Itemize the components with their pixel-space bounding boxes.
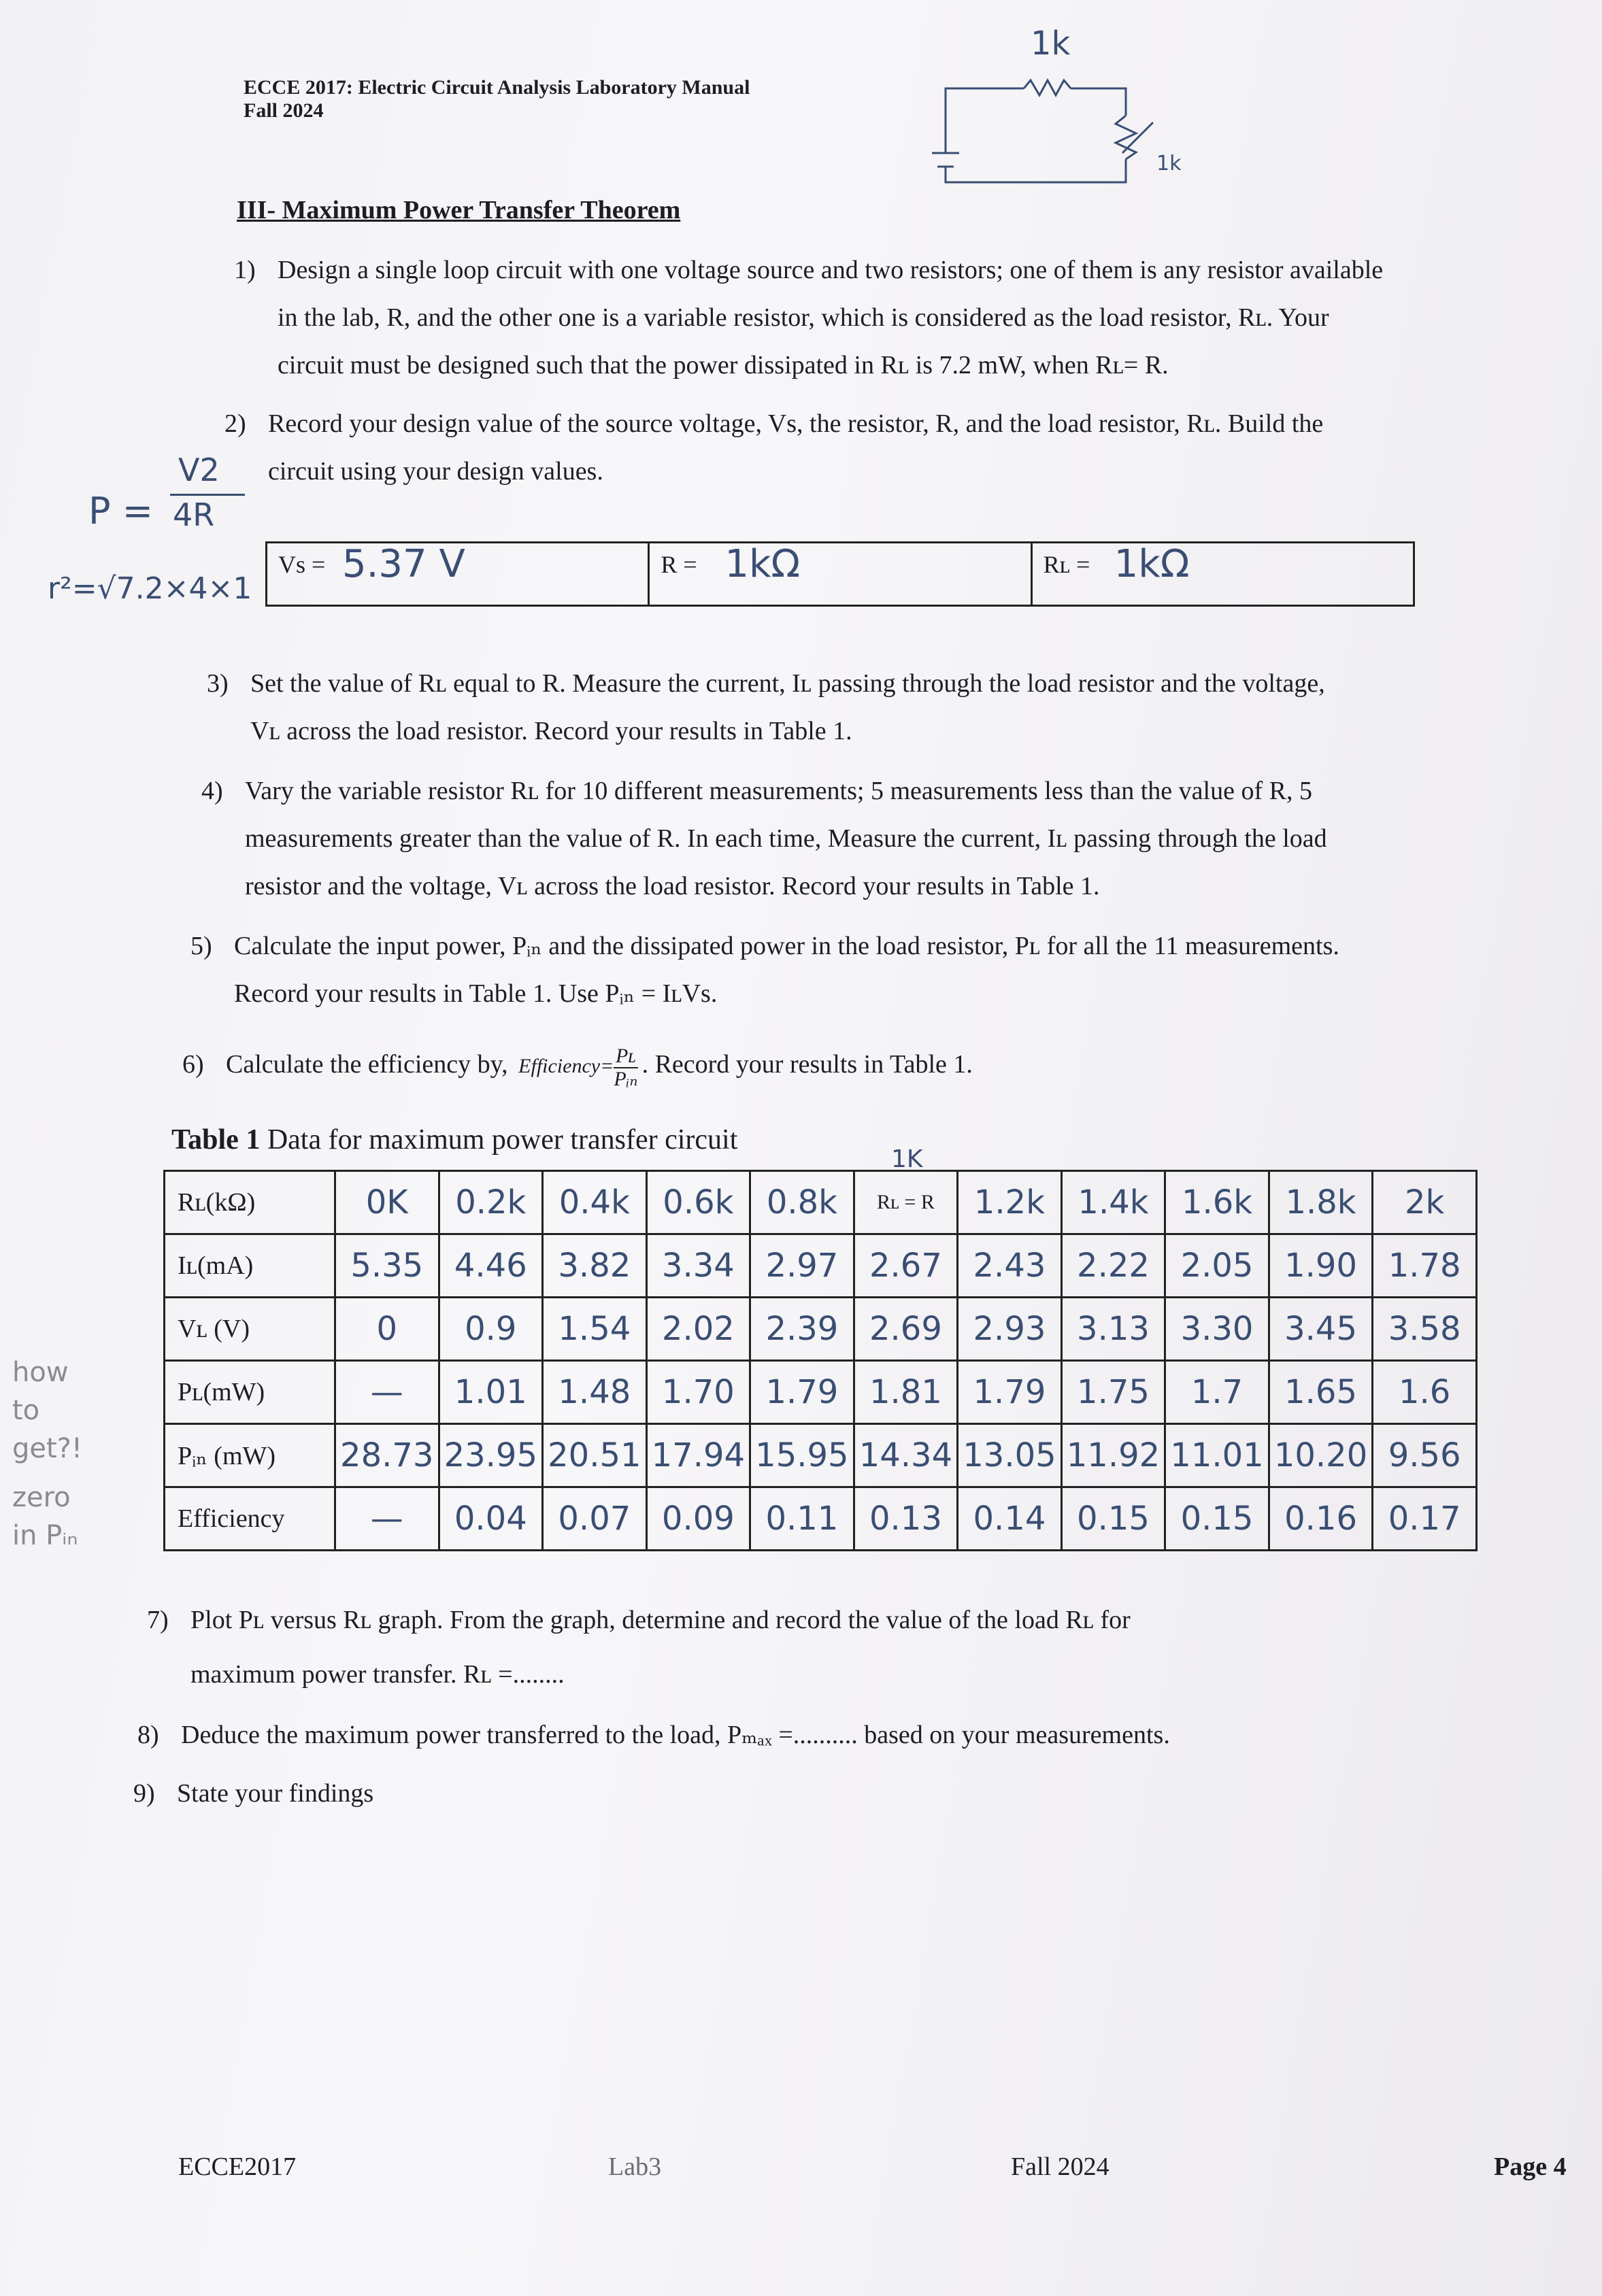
table-cell: 14.34 [854, 1424, 958, 1487]
table-cell: 1.4k [1061, 1171, 1165, 1234]
table-cell: 1.78 [1373, 1234, 1477, 1298]
header-term: Fall 2024 [244, 99, 324, 122]
table-cell: 1.6k [1165, 1171, 1269, 1234]
table-cell: 2.39 [750, 1298, 854, 1361]
table-cell: 2k [1373, 1171, 1477, 1234]
step-7: 7) Plot Pʟ versus Rʟ graph. From the graph, determine and record the value of the load Rʟ for maximum power transfer. Rʟ =........ [147, 1606, 1131, 1689]
hand-formula-r: r²=√7.2×4×1 [48, 571, 252, 606]
row-header: Iʟ(mA) [165, 1234, 335, 1298]
table-row [165, 1234, 1477, 1298]
vs-label: Vs = [278, 551, 326, 578]
table-cell: 3.82 [543, 1234, 647, 1298]
row-header: Efficiency [165, 1487, 335, 1551]
table-cell: 1.79 [750, 1361, 854, 1424]
table-cell: 2.22 [1061, 1234, 1165, 1298]
table-cell: 2.02 [646, 1298, 750, 1361]
table-cell: 0.16 [1269, 1487, 1373, 1551]
hand-formula-bottom: 4R [173, 496, 215, 533]
table-cell: 1.48 [543, 1361, 647, 1424]
table-cell: 2.05 [1165, 1234, 1269, 1298]
table-cell: 4.46 [439, 1234, 543, 1298]
r-value: 1kΩ [724, 542, 801, 586]
step-5: 5) Calculate the input power, Pᵢₙ and the dissipated power in the load resistor, Pʟ for all the 11 measurements. Record your results in Table 1. Use Pᵢₙ = IʟVs. [190, 932, 1339, 1008]
table-cell: 20.51 [543, 1424, 647, 1487]
footer-page: Page 4 [1494, 2152, 1567, 2181]
vs-value: 5.37 V [342, 542, 465, 586]
table-cell: 2.67 [854, 1234, 958, 1298]
table-cell: 0.13 [854, 1487, 958, 1551]
table-cell: 1.81 [854, 1361, 958, 1424]
table-cell: 0.09 [646, 1487, 750, 1551]
table-cell: 0.15 [1165, 1487, 1269, 1551]
rl-value: 1kΩ [1114, 542, 1190, 586]
table-cell: 0.4k [543, 1171, 647, 1234]
table-cell: 2.97 [750, 1234, 854, 1298]
step-8: 8) Deduce the maximum power transferred to the load, Pₘₐₓ =.......... based on your measurements. [137, 1721, 1170, 1749]
table-cell: 1.70 [646, 1361, 750, 1424]
table-cell: 3.30 [1165, 1298, 1269, 1361]
circuit-sketch [918, 14, 1238, 197]
efficiency-formula: Efficiency= Pʟ Pᵢₙ [518, 1045, 638, 1091]
row-header: Pʟ(mW) [165, 1361, 335, 1424]
table-cell: 1.79 [958, 1361, 1062, 1424]
table-cell: — [335, 1487, 439, 1551]
table-cell: 11.01 [1165, 1424, 1269, 1487]
hand-formula-top: V2 [178, 452, 220, 488]
table-cell: 13.05 [958, 1424, 1062, 1487]
document-header [244, 76, 750, 122]
table-cell: 1.75 [1061, 1361, 1165, 1424]
table-cell: 0.6k [646, 1171, 750, 1234]
footer-lab: Lab3 [608, 2152, 662, 2181]
step-9: 9) State your findings [133, 1779, 374, 1808]
footer-course: ECCE2017 [178, 2152, 297, 2181]
table-cell: Rʟ = R [854, 1171, 958, 1234]
vs-cell [267, 543, 650, 605]
table-cell: 0.14 [958, 1487, 1062, 1551]
table-cell: 0.04 [439, 1487, 543, 1551]
table-cell: — [335, 1361, 439, 1424]
table-cell: 3.34 [646, 1234, 750, 1298]
step-3: 3) Set the value of Rʟ equal to R. Measure the current, Iʟ passing through the load resistor and the voltage, Vʟ across the load resistor. Record your results in Table 1. [207, 669, 1325, 745]
table-cell: 2.69 [854, 1298, 958, 1361]
r-cell [650, 543, 1032, 605]
table-cell: 17.94 [646, 1424, 750, 1487]
rl-label: Rʟ = [1043, 551, 1090, 578]
table-cell: 0 [335, 1298, 439, 1361]
row-header: Vʟ (V) [165, 1298, 335, 1361]
table-cell: 1.54 [543, 1298, 647, 1361]
table-cell: 9.56 [1373, 1424, 1477, 1487]
step-1: 1) Design a single loop circuit with one voltage source and two resistors; one of them is any resistor available in the lab, R, and the other one is a variable resistor, which is considered as the load resistor, Rʟ. Your circuit must be designed such that the power dissipated in Rʟ is 7.2 mW, when Rʟ= R. [234, 256, 1384, 379]
table-cell: 0.07 [543, 1487, 647, 1551]
table-cell: 3.13 [1061, 1298, 1165, 1361]
table-cell: 3.58 [1373, 1298, 1477, 1361]
table-cell: 1.6 [1373, 1361, 1477, 1424]
table-cell: 1.65 [1269, 1361, 1373, 1424]
table-cell: 5.35 [335, 1234, 439, 1298]
margin-note: how to get?! zero in Pᵢₙ [12, 1357, 82, 1551]
row-header: Pᵢₙ (mW) [165, 1424, 335, 1487]
hand-1k-note: 1K [891, 1145, 923, 1173]
table-cell: 1.90 [1269, 1234, 1373, 1298]
table-cell: 0.17 [1373, 1487, 1477, 1551]
table-cell: 0K [335, 1171, 439, 1234]
table-cell: 28.73 [335, 1424, 439, 1487]
table-cell: 0.2k [439, 1171, 543, 1234]
table-cell: 2.93 [958, 1298, 1062, 1361]
table-cell: 1.8k [1269, 1171, 1373, 1234]
table-caption: Table 1 Data for maximum power transfer circuit [171, 1124, 738, 1155]
table-cell: 10.20 [1269, 1424, 1373, 1487]
table-cell: 3.45 [1269, 1298, 1373, 1361]
circuit-label-top: 1k [1031, 24, 1071, 63]
row-header: Rʟ(kΩ) [165, 1171, 335, 1234]
rl-cell [1033, 543, 1413, 605]
table-cell: 2.43 [958, 1234, 1062, 1298]
table-cell: 11.92 [1061, 1424, 1165, 1487]
data-table [163, 1170, 1478, 1551]
table-row [165, 1424, 1477, 1487]
table-row [165, 1487, 1477, 1551]
table-cell: 1.01 [439, 1361, 543, 1424]
table-cell: 23.95 [439, 1424, 543, 1487]
table-cell: 15.95 [750, 1424, 854, 1487]
circuit-label-right: 1k [1156, 152, 1182, 175]
table-cell: 0.11 [750, 1487, 854, 1551]
hand-formula-p: P = [88, 490, 153, 533]
table-row [165, 1171, 1477, 1234]
table-cell: 0.9 [439, 1298, 543, 1361]
step-4: 4) Vary the variable resistor Rʟ for 10 different measurements; 5 measurements less than the value of R, 5 measurements greater than the value of R. In each time, Measure the current, Iʟ passing through the load resistor and the voltage, Vʟ across the load resistor. Record your results in Table 1. [201, 777, 1327, 900]
table-cell: 0.15 [1061, 1487, 1165, 1551]
table-row [165, 1361, 1477, 1424]
table-cell: 0.8k [750, 1171, 854, 1234]
design-values-table [265, 541, 1415, 607]
table-cell: 1.7 [1165, 1361, 1269, 1424]
footer-term: Fall 2024 [1011, 2152, 1109, 2181]
step-6: 6) Calculate the efficiency by, Efficiency= Pʟ Pᵢₙ . Record your results in Table 1. [226, 1041, 1484, 1090]
hand-fraction-bar [170, 494, 245, 496]
r-label: R = [661, 551, 697, 578]
step-2: 2) Record your design value of the source voltage, Vs, the resistor, R, and the load resistor, Rʟ. Build the circuit using your design values. [224, 409, 1324, 486]
section-title: III- Maximum Power Transfer Theorem [237, 196, 681, 224]
table-cell: 1.2k [958, 1171, 1062, 1234]
table-row [165, 1298, 1477, 1361]
header-title: ECCE 2017: Electric Circuit Analysis Laboratory Manual [244, 76, 750, 99]
